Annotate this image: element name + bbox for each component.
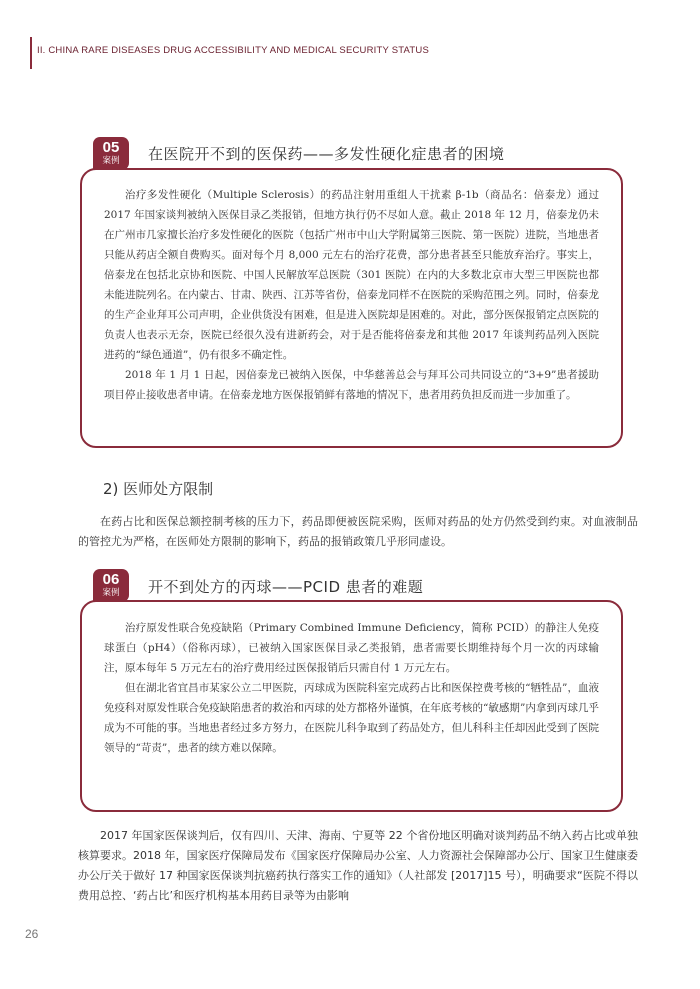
page-number: 26 [25, 927, 39, 941]
running-header: II. CHINA RARE DISEASES DRUG ACCESSIBILITY AND MEDICAL SECURITY STATUS [37, 45, 429, 56]
case-label: 案例 [102, 588, 120, 598]
case-box [80, 168, 623, 448]
body-paragraph: 2017 年国家医保谈判后，仅有四川、天津、海南、宁夏等 22 个省份地区明确对谈判药品不纳入药占比或单独核算要求。2018 年，国家医疗保障局发布《国家医疗保障局办公室、人力资源社会保障部办公厅、国家卫生健康委办公厅关于做好 17 种国家医保谈判抗癌药执行落实工作的通知》（人社部发 [2017]15 号），明确要求“医院不得以费用总控、‘药占比’和医疗机构基本用药目录等为由影响 [78, 829, 638, 902]
case-badge [93, 137, 129, 170]
body-paragraph: 在药占比和医保总额控制考核的压力下，药品即便被医院采购，医师对药品的处方仍然受到约束。对血液制品的管控尤为严格，在医师处方限制的影响下，药品的报销政策几乎形同虚设。 [78, 515, 638, 548]
header-rule [30, 37, 32, 69]
case-title: 开不到处方的丙球——PCID 患者的难题 [148, 578, 424, 596]
case-number: 05 [102, 139, 120, 156]
case-paragraph: 治疗原发性联合免疫缺陷（Primary Combined Immune Deficiency，简称 PCID）的静注人免疫球蛋白（pH4）（俗称丙球），已被纳入国家医保目录乙类报销，患者需要长期维持每个月一次的丙球输注，原本每年 5 万元左右的治疗费用经过医保报销后只需自付 1 万元左右。 [104, 622, 599, 674]
case-paragraph: 治疗多发性硬化（Multiple Sclerosis）的药品注射用重组人干扰素 β-1b（商品名：倍泰龙）通过 2017 年国家谈判被纳入医保目录乙类报销，但地方执行仍不尽如人意。截止 2018 年 12 月，倍泰龙仍未在广州市几家擅长治疗多发性硬化的医院（包括广州市中山大学附属第三医院、第一医院）进院，当地患者只能从药店全额自费购买。面对每个月 8,000 元左右的治疗花费，部分患者甚至只能放弃治疗。事实上，倍泰龙在包括北京协和医院、中国人民解放军总医院（301 医院）在内的大多数北京市大型三甲医院也都未能进院列名。在内蒙古、甘肃、陕西、江苏等省份，倍泰龙同样不在医院的采购范围之列。同时，倍泰龙的生产企业拜耳公司声明，企业供货没有困难，但是进入医院却是困难的。对此，部分医保报销定点医院的负责人也表示无奈，医院已经很久没有进新药会，对于是否能将倍泰龙和其他 2017 年谈判药品列入医院进药的“绿色通道”，仍有很多不确定性。 [104, 189, 599, 361]
case-number: 06 [102, 571, 120, 588]
case-label: 案例 [102, 156, 120, 166]
case-title: 在医院开不到的医保药——多发性硬化症患者的困境 [148, 145, 505, 163]
case-paragraph: 2018 年 1 月 1 日起，因倍泰龙已被纳入医保，中华慈善总会与拜耳公司共同设立的“3+9”患者援助项目停止接收患者申请。在倍泰龙地方医保报销鲜有落地的情况下，患者用药负担反而进一步加重了。 [104, 369, 599, 401]
case-box [80, 600, 623, 812]
case-paragraph: 但在湖北省宜昌市某家公立二甲医院，丙球成为医院科室完成药占比和医保控费考核的“牺牲品”，血液免疫科对原发性联合免疫缺陷患者的救治和丙球的处方都格外谨慎，在年底考核的“敏感期”内拿到丙球几乎成为不可能的事。当地患者经过多方努力，在医院儿科争取到了药品处方，但儿科科主任却因此受到了医院领导的“苛责”，患者的续方难以保障。 [104, 682, 599, 754]
section-heading: 2) 医师处方限制 [103, 480, 214, 498]
case-badge [93, 569, 129, 602]
